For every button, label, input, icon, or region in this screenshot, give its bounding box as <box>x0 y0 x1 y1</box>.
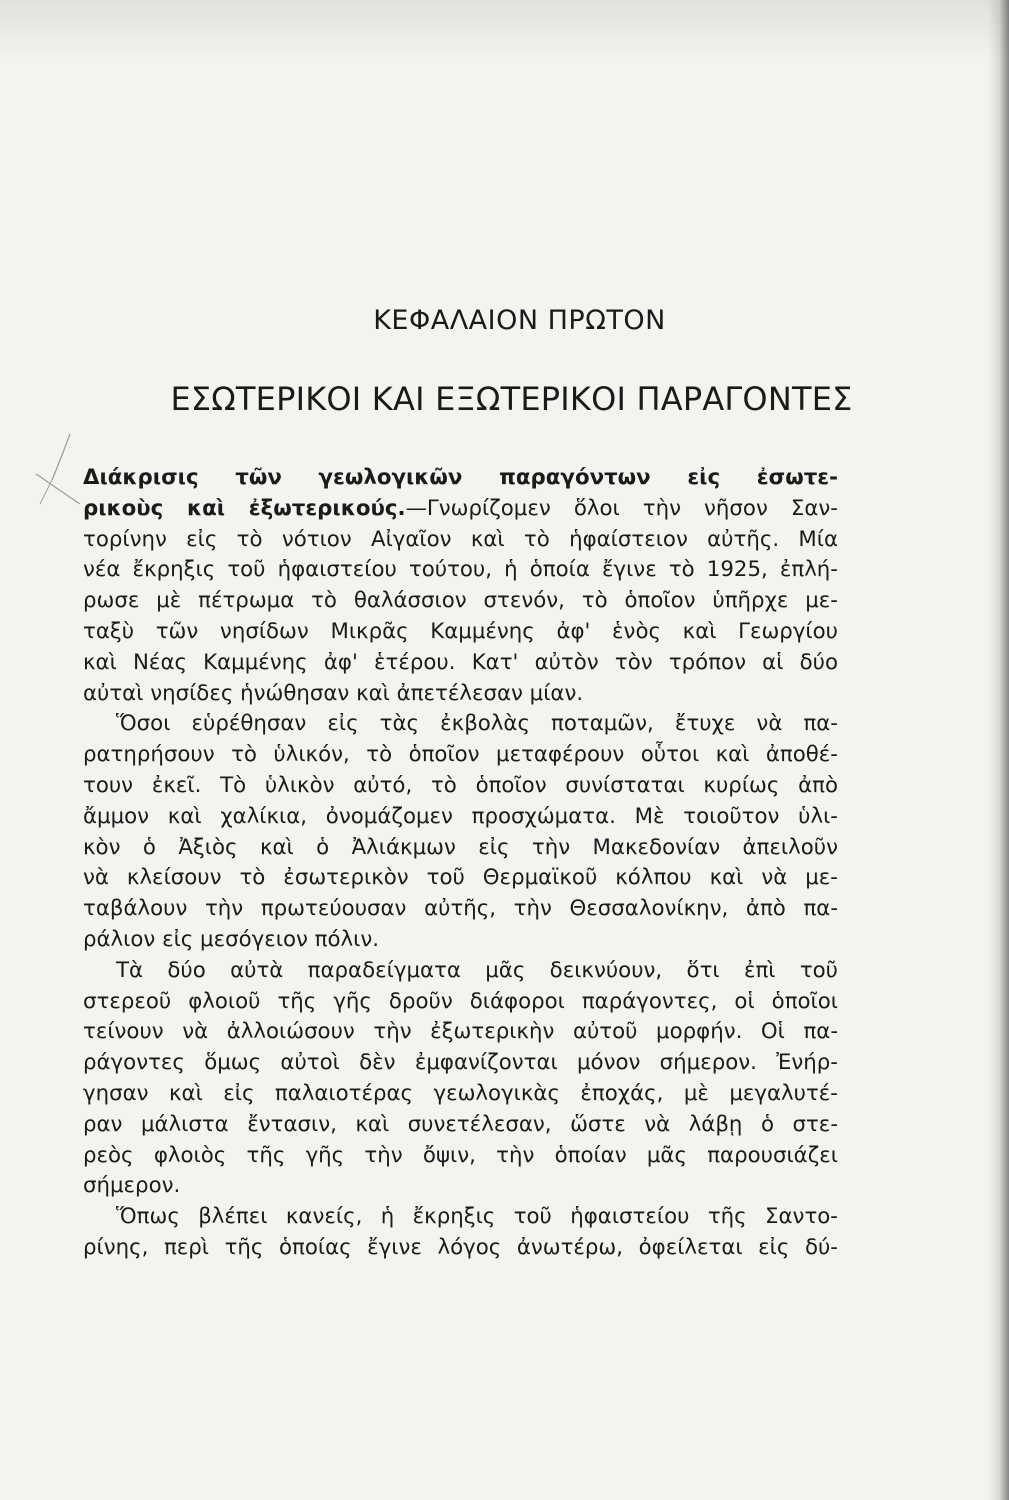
text-line: ρατηρήσουν τὸ ὑλικόν, τὸ ὁποῖον μεταφέρουν οὗτοι καὶ ἀποθέ- <box>83 742 838 768</box>
text-line: ρίνης, περὶ τῆς ὁποίας ἔγινε λόγος ἀνωτέρω, ὀφείλεται εἰς δύ- <box>83 1234 838 1260</box>
text-line: Διάκρισις τῶν γεωλογικῶν παραγόντων εἰς ἐσωτε- <box>83 465 838 490</box>
text-line: ρεὸς φλοιὸς τῆς γῆς τὴν ὄψιν, τὴν ὁποίαν μᾶς παρουσιάζει <box>83 1142 838 1168</box>
text-line: Ὅσοι εὑρέθησαν εἰς τὰς ἐκβολὰς ποταμῶν, ἔτυχε νὰ πα- <box>116 711 838 737</box>
page-top-shading <box>0 0 1009 60</box>
chapter-label: ΚΕΦΑΛΑΙΟΝ ΠΡΩΤΟΝ <box>373 305 666 336</box>
text-line: ταβάλουν τὴν πρωτεύουσαν αὐτῆς, τὴν Θεσσαλονίκην, ἀπὸ πα- <box>83 896 838 922</box>
text-line: αὐταὶ νησίδες ἡνώθησαν καὶ ἀπετέλεσαν μίαν. <box>83 680 584 706</box>
text-line: ρικοὺς καὶ ἐξωτερικούς.—Γνωρίζομεν ὅλοι τὴν νῆσον Σαν- <box>83 495 838 521</box>
text-line: νέα ἔκρηξις τοῦ ἡφαιστείου τούτου, ἡ ὁποία ἔγινε τὸ 1925, ἐπλή- <box>83 557 838 583</box>
text-line: ἄμμον καὶ χαλίκια, ὀνομάζομεν προσχώματα. Μὲ τοιοῦτον ὑλι- <box>83 803 838 829</box>
text-line: τείνουν νὰ ἀλλοιώσουν τὴν ἐξωτερικὴν αὐτοῦ μορφήν. Οἱ πα- <box>83 1019 838 1045</box>
text-line: γησαν καὶ εἰς παλαιοτέρας γεωλογικὰς ἐποχάς, μὲ μεγαλυτέ- <box>83 1080 838 1106</box>
text-line: Τὰ δύο αὐτὰ παραδείγματα μᾶς δεικνύουν, ὅτι ἐπὶ τοῦ <box>116 957 838 983</box>
page-binding-shadow <box>987 0 1009 1500</box>
text-line: στερεοῦ φλοιοῦ τῆς γῆς δροῦν διάφοροι παράγοντες, οἱ ὁποῖοι <box>83 988 838 1014</box>
text-line: Ὅπως βλέπει κανείς, ἡ ἔκρηξις τοῦ ἡφαιστείου τῆς Σαντο- <box>116 1204 838 1230</box>
text-line: νὰ κλείσουν τὸ ἐσωτερικὸν τοῦ Θερμαϊκοῦ κόλπου καὶ νὰ με- <box>83 865 838 891</box>
text-line: ράγοντες ὅμως αὐτοὶ δὲν ἐμφανίζονται μόνον σήμερον. Ἐνήρ- <box>83 1050 838 1076</box>
text-line: κὸν ὁ Ἀξιὸς καὶ ὁ Ἀλιάκμων εἰς τὴν Μακεδονίαν ἀπειλοῦν <box>83 834 838 860</box>
text-line: ρωσε μὲ πέτρωμα τὸ θαλάσσιον στενόν, τὸ ὁποῖον ὑπῆρχε με- <box>83 588 838 614</box>
text-line: ταξὺ τῶν νησίδων Μικρᾶς Καμμένης ἀφ' ἑνὸς καὶ Γεωργίου <box>83 618 838 644</box>
chapter-title: ΕΣΩΤΕΡΙΚΟΙ ΚΑΙ ΕΞΩΤΕΡΙΚΟΙ ΠΑΡΑΓΟΝΤΕΣ <box>170 380 853 418</box>
text-line: καὶ Νέας Καμμένης ἀφ' ἑτέρου. Κατ' αὐτὸν τὸν τρόπον αἱ δύο <box>83 649 838 675</box>
text-line: τορίνην εἰς τὸ νότιον Αἰγαῖον καὶ τὸ ἡφαίστειον αὐτῆς. Μία <box>83 526 838 552</box>
text-line: τουν ἐκεῖ. Τὸ ὑλικὸν αὐτό, τὸ ὁποῖον συνίσταται κυρίως ἀπὸ <box>83 772 838 798</box>
body-text <box>83 463 838 1264</box>
text-line: σήμερον. <box>83 1173 181 1199</box>
text-line: ραν μάλιστα ἔντασιν, καὶ συνετέλεσαν, ὥστε νὰ λάβῃ ὁ στε- <box>83 1111 838 1137</box>
text-line: ράλιον εἰς μεσόγειον πόλιν. <box>83 926 379 952</box>
